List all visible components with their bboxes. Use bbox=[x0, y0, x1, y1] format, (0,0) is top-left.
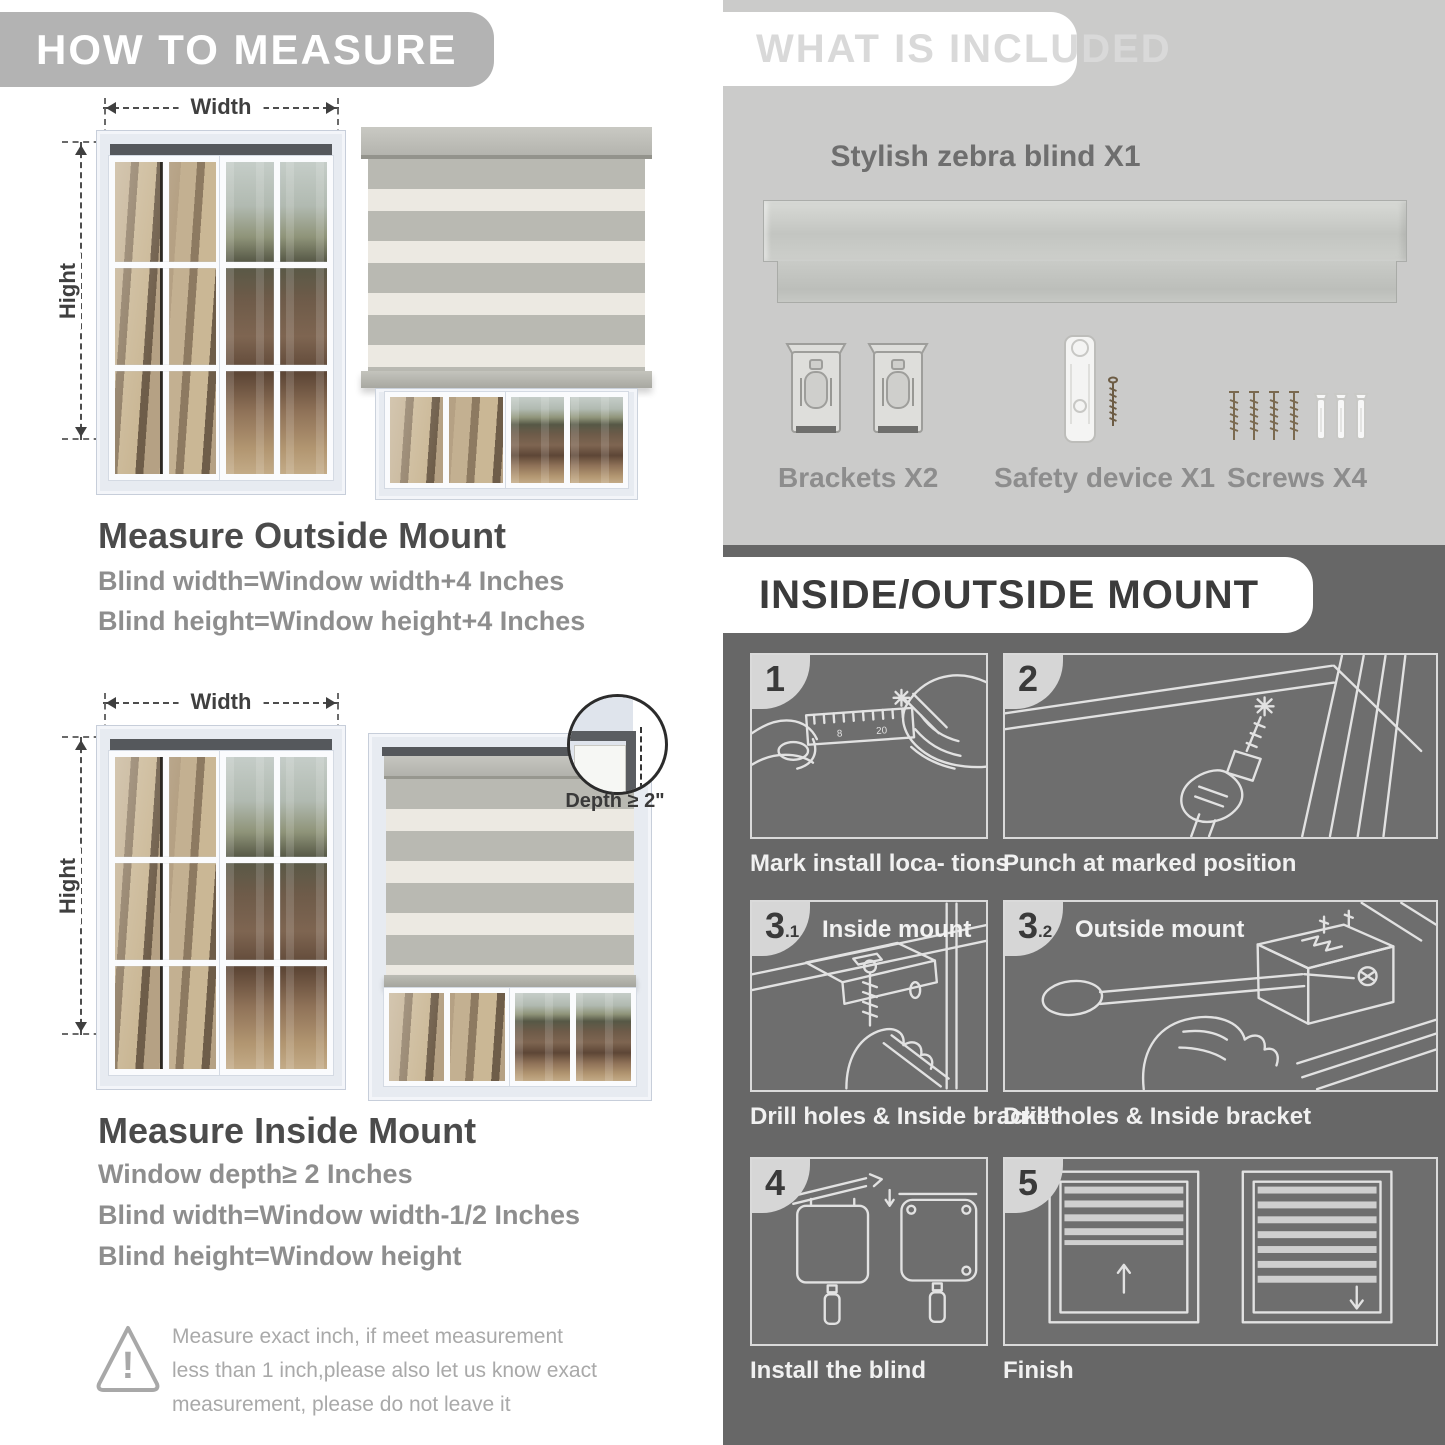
blind-bottom-rail bbox=[384, 975, 636, 988]
what-is-included-banner bbox=[723, 12, 1172, 86]
step-3-2-box-title: Outside mount bbox=[1075, 916, 1245, 943]
depth-magnifier-icon bbox=[567, 694, 668, 795]
window-below-blind bbox=[375, 388, 638, 500]
step-3-1-caption: Drill holes & Inside bracket bbox=[750, 1103, 1059, 1130]
step-5-illustration bbox=[1003, 1157, 1438, 1346]
safety-device-icon bbox=[1061, 334, 1127, 448]
step-4-caption: Install the blind bbox=[750, 1357, 927, 1384]
blind-stripes bbox=[368, 159, 645, 371]
height-dimension-line-outside bbox=[55, 142, 82, 440]
window-below-blind bbox=[384, 988, 636, 1086]
zebra-blind-headrail-photo bbox=[763, 200, 1407, 262]
window-photo-outside bbox=[96, 130, 346, 495]
step-3-2-illustration bbox=[1003, 900, 1438, 1092]
height-label: Hight bbox=[55, 848, 81, 924]
measure-note: Measure exact inch, if meet measurement less than 1 inch,please also let us know exact measurement, please do not leave it bbox=[172, 1325, 597, 1416]
inside-mount-title: Measure Inside Mount bbox=[98, 1110, 477, 1151]
step-1 bbox=[750, 653, 1009, 878]
window-sash-right bbox=[226, 162, 327, 474]
mount-banner bbox=[723, 557, 1313, 633]
depth-label: Depth ≥ 2" bbox=[565, 790, 665, 812]
height-dimension-line-inside bbox=[55, 737, 82, 1035]
inside-mount-rule-1: Window depth≥ 2 Inches bbox=[98, 1159, 413, 1189]
window-track bbox=[110, 739, 332, 750]
blind-cassette bbox=[361, 127, 652, 159]
window-sash-left bbox=[115, 162, 216, 474]
svg-text:20: 20 bbox=[875, 725, 888, 738]
width-dimension-line-outside bbox=[103, 94, 339, 119]
outside-mount-rule-1: Blind width=Window width+4 Inches bbox=[98, 566, 565, 596]
window-sash-left bbox=[115, 757, 216, 1069]
product-name: Stylish zebra blind X1 bbox=[830, 140, 1141, 173]
step-3-2 bbox=[1003, 900, 1438, 1131]
what-is-included-section bbox=[723, 0, 1445, 545]
step-1-caption: Mark install loca- tions bbox=[750, 850, 1009, 877]
window-photo-inside bbox=[96, 725, 346, 1090]
height-label: Hight bbox=[55, 253, 81, 329]
step-2-badge: 2 bbox=[1005, 655, 1063, 709]
anchors-icon bbox=[1315, 394, 1367, 439]
step-1-illustration bbox=[750, 653, 988, 839]
window-track bbox=[110, 144, 332, 155]
outside-mount-title: Measure Outside Mount bbox=[98, 515, 507, 556]
step-3-2-badge: 3 .2 bbox=[1005, 902, 1063, 956]
brackets-icon bbox=[783, 338, 935, 446]
step-4 bbox=[750, 1157, 988, 1385]
how-to-measure-title: HOW TO MEASURE bbox=[36, 25, 458, 73]
step-2-illustration bbox=[1003, 653, 1438, 839]
step-2-caption: Punch at marked position bbox=[1003, 850, 1297, 877]
how-to-measure-section bbox=[0, 0, 722, 1445]
width-label: Width bbox=[179, 94, 264, 120]
zebra-blind-headrail-bottom bbox=[777, 261, 1397, 303]
screws-label: Screws X4 bbox=[1226, 462, 1368, 493]
screws-icon bbox=[1223, 388, 1379, 446]
safety-device-label: Safety device X1 bbox=[994, 462, 1216, 493]
warning-icon bbox=[93, 1320, 163, 1396]
what-is-included-title: WHAT IS INCLUDED bbox=[756, 26, 1172, 71]
step-3-1-box-title: Inside mount bbox=[822, 916, 972, 943]
step-3-2-caption: Drill holes & Inside bracket bbox=[1003, 1103, 1312, 1130]
mount-title: INSIDE/OUTSIDE MOUNT bbox=[759, 572, 1260, 617]
brackets-label: Brackets X2 bbox=[778, 462, 939, 493]
inside-mount-rule-2: Blind width=Window width-1/2 Inches bbox=[98, 1200, 581, 1230]
step-1-badge: 1 bbox=[752, 655, 810, 709]
step-5-badge: 5 bbox=[1005, 1159, 1063, 1213]
inside-outside-mount-section bbox=[723, 545, 1445, 1445]
step-4-badge: 4 bbox=[752, 1159, 810, 1213]
inside-mount-rule-3: Blind height=Window height bbox=[98, 1241, 462, 1271]
width-label: Width bbox=[179, 689, 264, 715]
zebra-blind-outside-mount-photo bbox=[361, 127, 652, 499]
step-5-caption: Finish bbox=[1003, 1357, 1074, 1384]
step-3-1-badge: 3 .1 bbox=[752, 902, 810, 956]
outside-mount-rule-2: Blind height=Window height+4 Inches bbox=[98, 606, 586, 636]
width-dimension-line-inside bbox=[103, 689, 339, 714]
how-to-measure-banner bbox=[0, 12, 494, 87]
step-3-1-illustration bbox=[750, 900, 988, 1092]
window-sash-right bbox=[226, 757, 327, 1069]
step-5 bbox=[1003, 1157, 1438, 1385]
step-4-illustration bbox=[750, 1157, 988, 1346]
blind-bottom-rail bbox=[361, 371, 652, 388]
svg-text:8: 8 bbox=[836, 728, 843, 740]
svg-text:!: ! bbox=[121, 1345, 135, 1387]
step-2 bbox=[1003, 653, 1438, 878]
